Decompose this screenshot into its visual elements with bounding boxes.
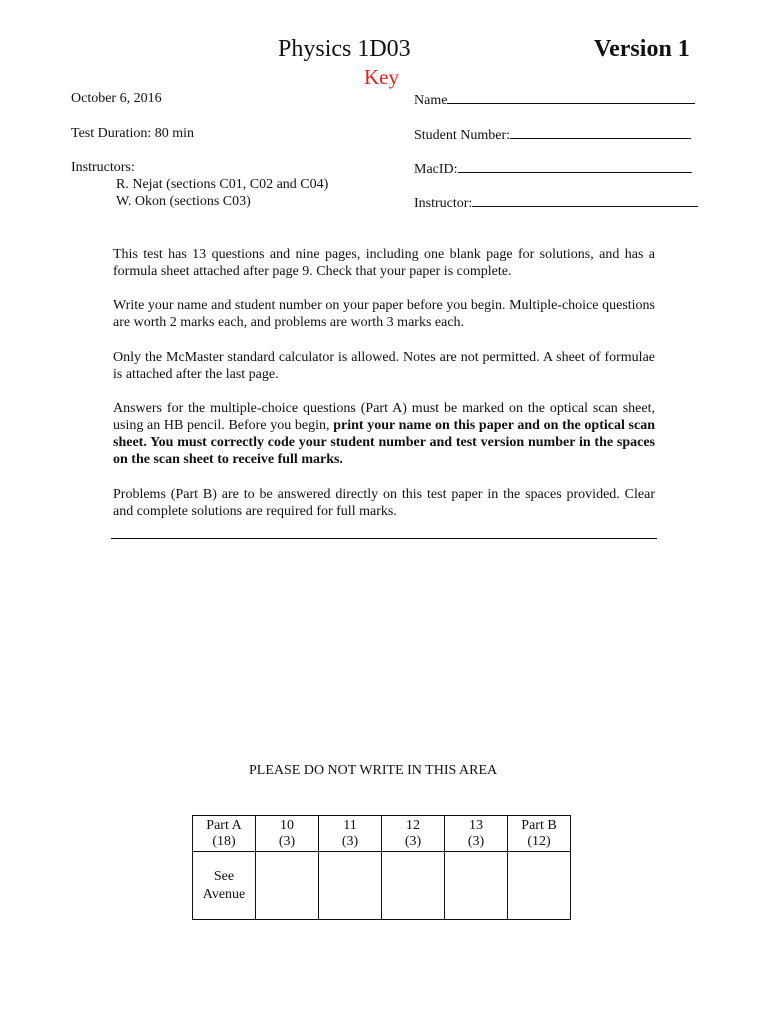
key-label: Key — [364, 65, 399, 89]
marks-header-cell — [256, 816, 319, 852]
q10-score-cell — [256, 852, 319, 920]
instruction-4-bold-text: print your name on this paper and on the optical scan sheet. You must correctly code your student number and test version number in the spaces on the scan sheet to receive full marks. — [113, 418, 655, 467]
marks-value-row — [193, 852, 571, 920]
part-a-score-cell — [193, 852, 256, 920]
version-label: Version 1 — [594, 36, 690, 62]
marks-header-cell — [382, 816, 445, 852]
header-marks: (3) — [278, 833, 296, 849]
marks-header-cell — [193, 816, 256, 852]
marks-table — [192, 815, 571, 920]
instructor-1: R. Nejat (sections C01, C02 and C04) — [116, 177, 329, 192]
instructor-field[interactable] — [414, 194, 698, 212]
q13-score-cell — [445, 852, 508, 920]
q12-score-cell — [382, 852, 445, 920]
header-label: Part B — [521, 817, 557, 833]
instructor-2: W. Okon (sections C03) — [116, 194, 251, 209]
instruction-paragraph-2: Write your name and student number on your paper before you begin. Multiple-choice questions are worth 2 marks each, and problems are worth 3 marks each. — [113, 298, 655, 330]
instructors-label: Instructors: — [71, 160, 135, 175]
macid-field[interactable] — [414, 160, 692, 178]
test-duration: Test Duration: 80 min — [71, 126, 195, 141]
student-number-label: Student Number: — [414, 128, 511, 143]
name-label: Name — [414, 93, 448, 108]
part-a-score: See Avenue — [202, 868, 246, 902]
header-marks: (3) — [467, 833, 485, 849]
instruction-paragraph-5: Problems (Part B) are to be answered directly on this test paper in the spaces provided. Clear and complete solutions are required for full marks. — [113, 487, 655, 519]
do-not-write-notice: PLEASE DO NOT WRITE IN THIS AREA — [249, 763, 498, 778]
header-label: 12 — [406, 817, 420, 833]
header-label: 11 — [343, 817, 357, 833]
q11-score-cell — [319, 852, 382, 920]
macid-line[interactable] — [458, 160, 692, 173]
header-label: 10 — [280, 817, 294, 833]
header-label: Part A — [206, 817, 242, 833]
course-title: Physics 1D03 — [278, 36, 411, 62]
part-b-score-cell — [508, 852, 571, 920]
marks-header-cell — [508, 816, 571, 852]
name-line[interactable] — [447, 91, 695, 104]
name-field[interactable] — [414, 91, 695, 109]
divider-line — [111, 538, 657, 539]
instruction-paragraph-1: This test has 13 questions and nine pages, including one blank page for solutions, and has a formula sheet attached after page 9. Check that your paper is complete. — [113, 247, 655, 279]
header-marks: (12) — [527, 833, 551, 849]
test-date: October 6, 2016 — [71, 91, 162, 106]
instructor-label: Instructor: — [414, 196, 473, 211]
instruction-4-text: Answers for the multiple-choice questions (Part A) must be marked on the optical scan sheet, using an HB pencil. Before you begin, — [113, 401, 655, 433]
header-label: 13 — [469, 817, 483, 833]
header-marks: (3) — [404, 833, 422, 849]
header-marks: (3) — [341, 833, 359, 849]
instructor-line[interactable] — [472, 194, 698, 207]
instruction-paragraph-4 — [113, 400, 655, 468]
macid-label: MacID: — [414, 162, 458, 177]
marks-header-cell — [445, 816, 508, 852]
marks-header-cell — [319, 816, 382, 852]
student-number-field[interactable] — [414, 126, 691, 144]
marks-header-row — [193, 816, 571, 852]
header-marks: (18) — [212, 833, 236, 849]
student-number-line[interactable] — [510, 126, 691, 139]
instruction-paragraph-3: Only the McMaster standard calculator is allowed. Notes are not permitted. A sheet of formulae is attached after the last page. — [113, 350, 655, 382]
